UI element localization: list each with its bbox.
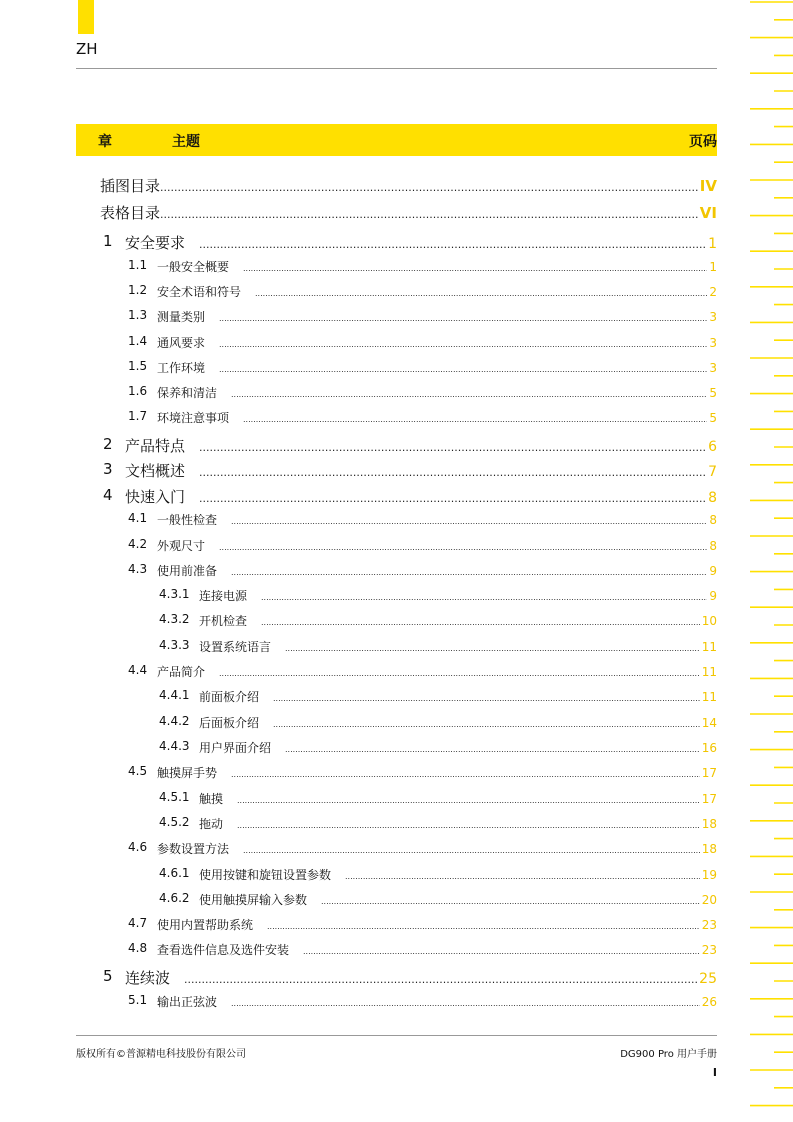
- toc-entry-page: 23: [701, 918, 717, 932]
- toc-leader-dots: [231, 770, 700, 779]
- toc-entry[interactable]: [0, 638, 717, 655]
- toc-entry-title: 插图目录: [100, 177, 161, 195]
- chapter-tab-marker: [78, 0, 94, 34]
- toc-entry-page: 11: [701, 640, 717, 654]
- toc-leader-dots: [255, 289, 707, 298]
- toc-leader-dots: [273, 694, 700, 703]
- toc-entry-title: 拖动: [199, 817, 224, 831]
- toc-entry-page: 6: [708, 439, 717, 455]
- toc-entry[interactable]: [0, 663, 717, 680]
- toc-entry[interactable]: [0, 435, 717, 456]
- top-divider: [76, 68, 717, 69]
- toc-entry-number: 3: [103, 460, 113, 478]
- toc-entry-title: 前面板介绍: [199, 690, 260, 704]
- toc-entry-page: 19: [701, 868, 717, 882]
- toc-entry-page: 11: [701, 665, 717, 679]
- toc-entry-page: 2: [709, 285, 717, 299]
- toc-leader-dots: [219, 340, 707, 349]
- toc-entry-number: 5.1: [128, 993, 148, 1007]
- toc-entry-title: 一般安全概要: [157, 260, 230, 274]
- toc-entry[interactable]: [0, 714, 717, 731]
- toc-leader-dots: [243, 415, 707, 424]
- toc-entry[interactable]: [0, 941, 717, 958]
- toc-entry[interactable]: [0, 308, 717, 325]
- toc-entry-page: 10: [701, 614, 717, 628]
- toc-entry-title: 一般性检查: [157, 513, 218, 527]
- toc-leader-dots: [199, 238, 706, 251]
- toc-entry-number: 1.1: [128, 258, 148, 272]
- bottom-divider: [76, 1035, 717, 1036]
- toc-entry-title: 保养和清洁: [157, 386, 218, 400]
- toc-entry-title: 使用内置帮助系统: [157, 918, 254, 932]
- toc-entry-page: 20: [701, 893, 717, 907]
- toc-entry-number: 4.4.2: [159, 714, 190, 728]
- toc-leader-dots: [303, 947, 700, 956]
- toc-entry-number: 1.5: [128, 359, 148, 373]
- toc-entry[interactable]: [0, 587, 717, 604]
- footer-copyright: 版权所有©普源精电科技股份有限公司: [76, 1049, 246, 1060]
- toc-entry[interactable]: [0, 840, 717, 857]
- toc-entry-title: 文档概述: [125, 462, 186, 480]
- toc-entry-title: 设置系统语言: [199, 640, 272, 654]
- toc-entry[interactable]: [0, 334, 717, 351]
- toc-header-bar: [76, 124, 717, 156]
- toc-leader-dots: [261, 593, 707, 602]
- toc-leader-dots: [231, 568, 707, 577]
- toc-entry-number: 4.4.1: [159, 688, 190, 702]
- toc-leader-dots: [219, 543, 707, 552]
- toc-entry-title: 环境注意事项: [157, 411, 230, 425]
- toc-entry[interactable]: [0, 283, 717, 300]
- toc-entry-page: 14: [701, 716, 717, 730]
- toc-entry-page: 23: [701, 943, 717, 957]
- toc-entry-number: 1.2: [128, 283, 148, 297]
- header-page: 页码: [689, 134, 717, 150]
- toc-entry-title: 触摸屏手势: [157, 766, 218, 780]
- toc-entry-page: 8: [708, 490, 717, 506]
- toc-entry-page: 3: [709, 336, 717, 350]
- toc-entry[interactable]: [0, 993, 717, 1010]
- toc-entry-title: 安全术语和符号: [157, 285, 242, 299]
- toc-entry[interactable]: [0, 511, 717, 528]
- toc-entry-title: 连续波: [125, 969, 171, 987]
- toc-leader-dots: [219, 314, 707, 323]
- page-number: I: [712, 1066, 717, 1079]
- toc-entry-number: 4.7: [128, 916, 148, 930]
- toc-entry-page: VI: [699, 204, 717, 222]
- toc-entry[interactable]: [0, 486, 717, 507]
- toc-entry-page: 1: [708, 236, 717, 252]
- edge-ruler-decoration: [740, 0, 793, 1122]
- toc-entry-number: 1.3: [128, 308, 148, 322]
- toc-entry-number: 4.8: [128, 941, 148, 955]
- toc-leader-dots: [261, 618, 700, 627]
- toc-entry-title: 后面板介绍: [199, 716, 260, 730]
- toc-entry-number: 4.3: [128, 562, 148, 576]
- toc-entry-page: 3: [709, 361, 717, 375]
- toc-entry-title: 触摸: [199, 792, 224, 806]
- toc-entry[interactable]: [0, 460, 717, 481]
- toc-entry-title: 使用前准备: [157, 564, 218, 578]
- toc-leader-dots: [321, 897, 700, 906]
- toc-entry-title: 用户界面介绍: [199, 741, 272, 755]
- toc-entry[interactable]: [0, 232, 717, 253]
- toc-entry[interactable]: [0, 916, 717, 933]
- toc-entry[interactable]: [0, 967, 717, 988]
- toc-entry[interactable]: [0, 790, 717, 807]
- toc-entry-page: 18: [701, 842, 717, 856]
- toc-entry-number: 2: [103, 435, 113, 453]
- header-chapter: 章: [98, 134, 112, 150]
- toc-entry-number: 4.6.2: [159, 891, 190, 905]
- toc-entry-title: 使用按键和旋钮设置参数: [199, 868, 332, 882]
- toc-entry-title: 快速入门: [125, 488, 186, 506]
- toc-entry[interactable]: [0, 537, 717, 554]
- toc-entry-page: 5: [709, 411, 717, 425]
- toc-entry[interactable]: [0, 688, 717, 705]
- toc-entry-number: 4.5.2: [159, 815, 190, 829]
- toc-entry[interactable]: [0, 384, 717, 401]
- toc-entry-title: 表格目录: [100, 204, 161, 222]
- toc-entry-number: 4.5: [128, 764, 148, 778]
- toc-leader-dots: [219, 669, 700, 678]
- toc-entry-page: 1: [709, 260, 717, 274]
- toc-entry-page: 11: [701, 690, 717, 704]
- toc-entry-title: 输出正弦波: [157, 995, 218, 1009]
- toc-entry-title: 连接电源: [199, 589, 248, 603]
- toc-entry-title: 参数设置方法: [157, 842, 230, 856]
- toc-entry-number: 4.6: [128, 840, 148, 854]
- toc-leader-dots: [345, 872, 700, 881]
- toc-entry-page: 5: [709, 386, 717, 400]
- toc-entry-number: 1.4: [128, 334, 148, 348]
- toc-leader-dots: [199, 441, 706, 454]
- toc-entry[interactable]: [0, 359, 717, 376]
- toc-entry-page: 9: [709, 589, 717, 603]
- toc-entry-title: 测量类别: [157, 310, 206, 324]
- footer-manual-title: DG900 Pro 用户手册: [620, 1049, 717, 1060]
- toc-entry-title: 查看选件信息及选件安装: [157, 943, 290, 957]
- toc-entry[interactable]: [0, 258, 717, 275]
- toc-entry-page: 16: [701, 741, 717, 755]
- toc-leader-dots: [219, 365, 707, 374]
- toc-entry-title: 产品简介: [157, 665, 206, 679]
- toc-entry[interactable]: [0, 562, 717, 579]
- toc-entry-number: 4.4: [128, 663, 148, 677]
- toc-entry-page: 7: [708, 464, 717, 480]
- toc-entry[interactable]: [0, 764, 717, 781]
- toc-entry-page: 25: [699, 971, 717, 987]
- toc-leader-dots: [160, 181, 698, 194]
- toc-entry-number: 4.3.2: [159, 612, 190, 626]
- toc-leader-dots: [231, 390, 707, 399]
- toc-leader-dots: [231, 517, 707, 526]
- toc-entry-number: 4.5.1: [159, 790, 190, 804]
- toc-entry-title: 开机检查: [199, 614, 248, 628]
- toc-entry-number: 4: [103, 486, 113, 504]
- toc-entry-page: 18: [701, 817, 717, 831]
- toc-entry-page: IV: [699, 177, 717, 195]
- toc-entry-title: 安全要求: [125, 234, 186, 252]
- header-topic: 主题: [172, 134, 200, 150]
- toc-entry[interactable]: [0, 891, 717, 908]
- toc-leader-dots: [184, 973, 697, 986]
- toc-entry-title: 使用触摸屏输入参数: [199, 893, 308, 907]
- toc-leader-dots: [199, 492, 706, 505]
- toc-entry-page: 3: [709, 310, 717, 324]
- toc-leader-dots: [199, 466, 706, 479]
- toc-entry-page: 17: [701, 766, 717, 780]
- toc-entry[interactable]: [0, 409, 717, 426]
- toc-entry[interactable]: [0, 612, 717, 629]
- toc-entry-title: 产品特点: [125, 437, 186, 455]
- toc-entry-number: 4.3.1: [159, 587, 190, 601]
- toc-entry[interactable]: [0, 175, 717, 196]
- toc-entry-title: 通风要求: [157, 336, 206, 350]
- toc-entry-number: 1: [103, 232, 113, 250]
- language-label: ZH: [76, 40, 98, 58]
- toc-entry-page: 8: [709, 513, 717, 527]
- toc-leader-dots: [231, 999, 700, 1008]
- toc-entry-number: 4.2: [128, 537, 148, 551]
- toc-leader-dots: [285, 644, 700, 653]
- toc-entry-number: 1.7: [128, 409, 148, 423]
- toc-leader-dots: [267, 922, 700, 931]
- toc-entry-number: 4.3.3: [159, 638, 190, 652]
- ruler-ticks: [740, 0, 793, 1122]
- toc-entry-number: 4.1: [128, 511, 148, 525]
- toc-leader-dots: [237, 796, 700, 805]
- toc-leader-dots: [273, 720, 700, 729]
- toc-entry-page: 26: [701, 995, 717, 1009]
- toc-leader-dots: [285, 745, 700, 754]
- toc-entry-number: 1.6: [128, 384, 148, 398]
- toc-leader-dots: [243, 846, 700, 855]
- toc-entry-page: 8: [709, 539, 717, 553]
- toc-entry[interactable]: [0, 739, 717, 756]
- toc-entry[interactable]: [0, 815, 717, 832]
- toc-entry-number: 4.6.1: [159, 866, 190, 880]
- toc-entry-title: 工作环境: [157, 361, 206, 375]
- toc-entry[interactable]: [0, 202, 717, 223]
- toc-entry-page: 17: [701, 792, 717, 806]
- toc-entry-title: 外观尺寸: [157, 539, 206, 553]
- toc-leader-dots: [237, 821, 700, 830]
- toc-entry-page: 9: [709, 564, 717, 578]
- toc-leader-dots: [160, 208, 698, 221]
- toc-entry-number: 5: [103, 967, 113, 985]
- toc-leader-dots: [243, 264, 707, 273]
- toc-entry-number: 4.4.3: [159, 739, 190, 753]
- toc-entry[interactable]: [0, 866, 717, 883]
